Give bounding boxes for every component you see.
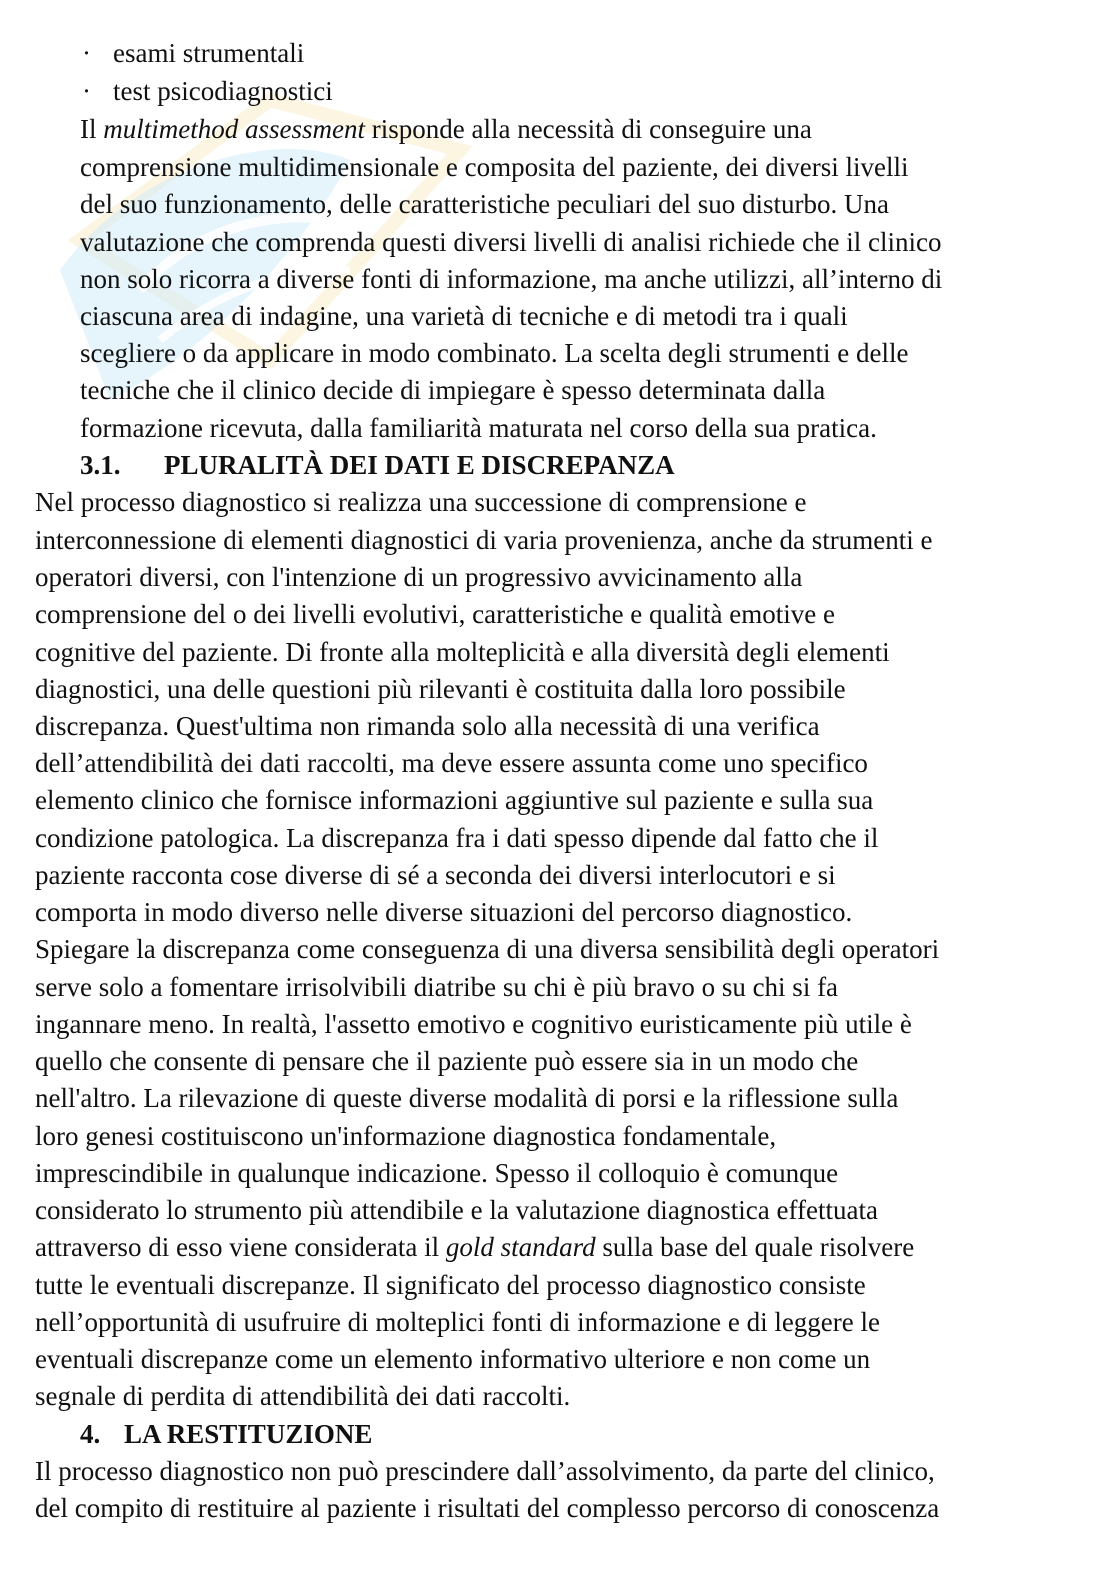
- paragraph-line: elemento clinico che fornisce informazioni aggiuntive sul paziente e sulla sua: [35, 785, 874, 815]
- section-title: PLURALITÀ DEI DATI E DISCREPANZA: [164, 450, 675, 480]
- paragraph-line: nell'altro. La rilevazione di queste diverse modalità di porsi e la riflessione sulla: [35, 1083, 899, 1113]
- paragraph-line: Spiegare la discrepanza come conseguenza di una diversa sensibilità degli operatori: [35, 934, 940, 964]
- paragraph-line: del suo funzionamento, delle caratteristiche peculiari del suo disturbo. Una: [80, 189, 889, 219]
- paragraph-line: Il processo diagnostico non può prescindere dall’assolvimento, da parte del clinico,: [35, 1456, 935, 1486]
- paragraph-line: [35, 1229, 914, 1266]
- paragraph-line: nell’opportunità di usufruire di molteplici fonti di informazione e di leggere le: [35, 1307, 881, 1337]
- paragraph-line: operatori diversi, con l'intenzione di un progressivo avvicinamento alla: [35, 562, 803, 592]
- paragraph-line: considerato lo strumento più attendibile e la valutazione diagnostica effettuata: [35, 1195, 878, 1225]
- paragraph-line: ingannare meno. In realtà, l'assetto emotivo e cognitivo euristicamente più utile è: [35, 1009, 912, 1039]
- bullet-text: esami strumentali: [113, 38, 305, 68]
- text-run: sulla base del quale risolvere: [595, 1232, 915, 1262]
- italic-term: gold standard: [445, 1232, 596, 1262]
- paragraph-line: [80, 111, 812, 148]
- paragraph-line: formazione ricevuta, dalla familiarità maturata nel corso della sua pratica.: [80, 413, 877, 443]
- section-heading: [80, 1416, 372, 1453]
- paragraph-line: tecniche che il clinico decide di impiegare è spesso determinata dalla: [80, 375, 826, 405]
- paragraph-line: non solo ricorra a diverse fonti di informazione, ma anche utilizzi, all’interno di: [80, 264, 943, 294]
- paragraph-line: loro genesi costituiscono un'informazione diagnostica fondamentale,: [35, 1121, 777, 1151]
- text-run: Il: [80, 114, 104, 144]
- paragraph-line: condizione patologica. La discrepanza fra i dati spesso dipende dal fatto che il: [35, 823, 879, 853]
- paragraph-line: imprescindibile in qualunque indicazione. Spesso il colloquio è comunque: [35, 1158, 839, 1188]
- paragraph-line: paziente racconta cose diverse di sé a seconda dei diversi interlocutori e si: [35, 860, 836, 890]
- text-run: attraverso di esso viene considerata il: [35, 1232, 446, 1262]
- text-run: risponde alla necessità di conseguire una: [364, 114, 812, 144]
- paragraph-line: interconnessione di elementi diagnostici di varia provenienza, anche da strumenti e: [35, 525, 933, 555]
- paragraph-line: comprensione multidimensionale e composita del paziente, dei diversi livelli: [80, 152, 909, 182]
- paragraph-line: dell’attendibilità dei dati raccolti, ma deve essere assunta come uno specifico: [35, 748, 868, 778]
- paragraph-line: comporta in modo diverso nelle diverse situazioni del percorso diagnostico.: [35, 897, 853, 927]
- paragraph-line: valutazione che comprenda questi diversi livelli di analisi richiede che il clinico: [80, 227, 942, 257]
- section-heading: [80, 447, 675, 484]
- paragraph-line: quello che consente di pensare che il paziente può essere sia in un modo che: [35, 1046, 859, 1076]
- paragraph-line: ciascuna area di indagine, una varietà di tecniche e di metodi tra i quali: [80, 301, 848, 331]
- section-title: LA RESTITUZIONE: [124, 1419, 373, 1449]
- paragraph-line: Nel processo diagnostico si realizza una successione di comprensione e: [35, 487, 807, 517]
- paragraph-line: discrepanza. Quest'ultima non rimanda solo alla necessità di una verifica: [35, 711, 820, 741]
- section-number: 3.1.: [80, 450, 121, 480]
- bullet-text: test psicodiagnostici: [113, 76, 333, 106]
- section-number: 4.: [80, 1419, 101, 1449]
- paragraph-line: comprensione del o dei livelli evolutivi, caratteristiche e qualità emotive e: [35, 599, 835, 629]
- paragraph-line: segnale di perdita di attendibilità dei dati raccolti.: [35, 1381, 571, 1411]
- bullet-marker: ·: [82, 76, 91, 106]
- paragraph-line: tutte le eventuali discrepanze. Il significato del processo diagnostico consiste: [35, 1270, 866, 1300]
- bullet-marker: ·: [82, 38, 91, 68]
- paragraph-line: cognitive del paziente. Di fronte alla molteplicità e alla diversità degli elementi: [35, 637, 890, 667]
- italic-term: multimethod assessment: [103, 114, 365, 144]
- paragraph-line: eventuali discrepanze come un elemento informativo ulteriore e non come un: [35, 1344, 871, 1374]
- paragraph-line: serve solo a fomentare irrisolvibili diatribe su chi è più bravo o su chi si fa: [35, 972, 839, 1002]
- paragraph-line: diagnostici, una delle questioni più rilevanti è costituita dalla loro possibile: [35, 674, 846, 704]
- paragraph-line: del compito di restituire al paziente i risultati del complesso percorso di conoscenza: [35, 1493, 940, 1523]
- paragraph-line: scegliere o da applicare in modo combinato. La scelta degli strumenti e delle: [80, 338, 909, 368]
